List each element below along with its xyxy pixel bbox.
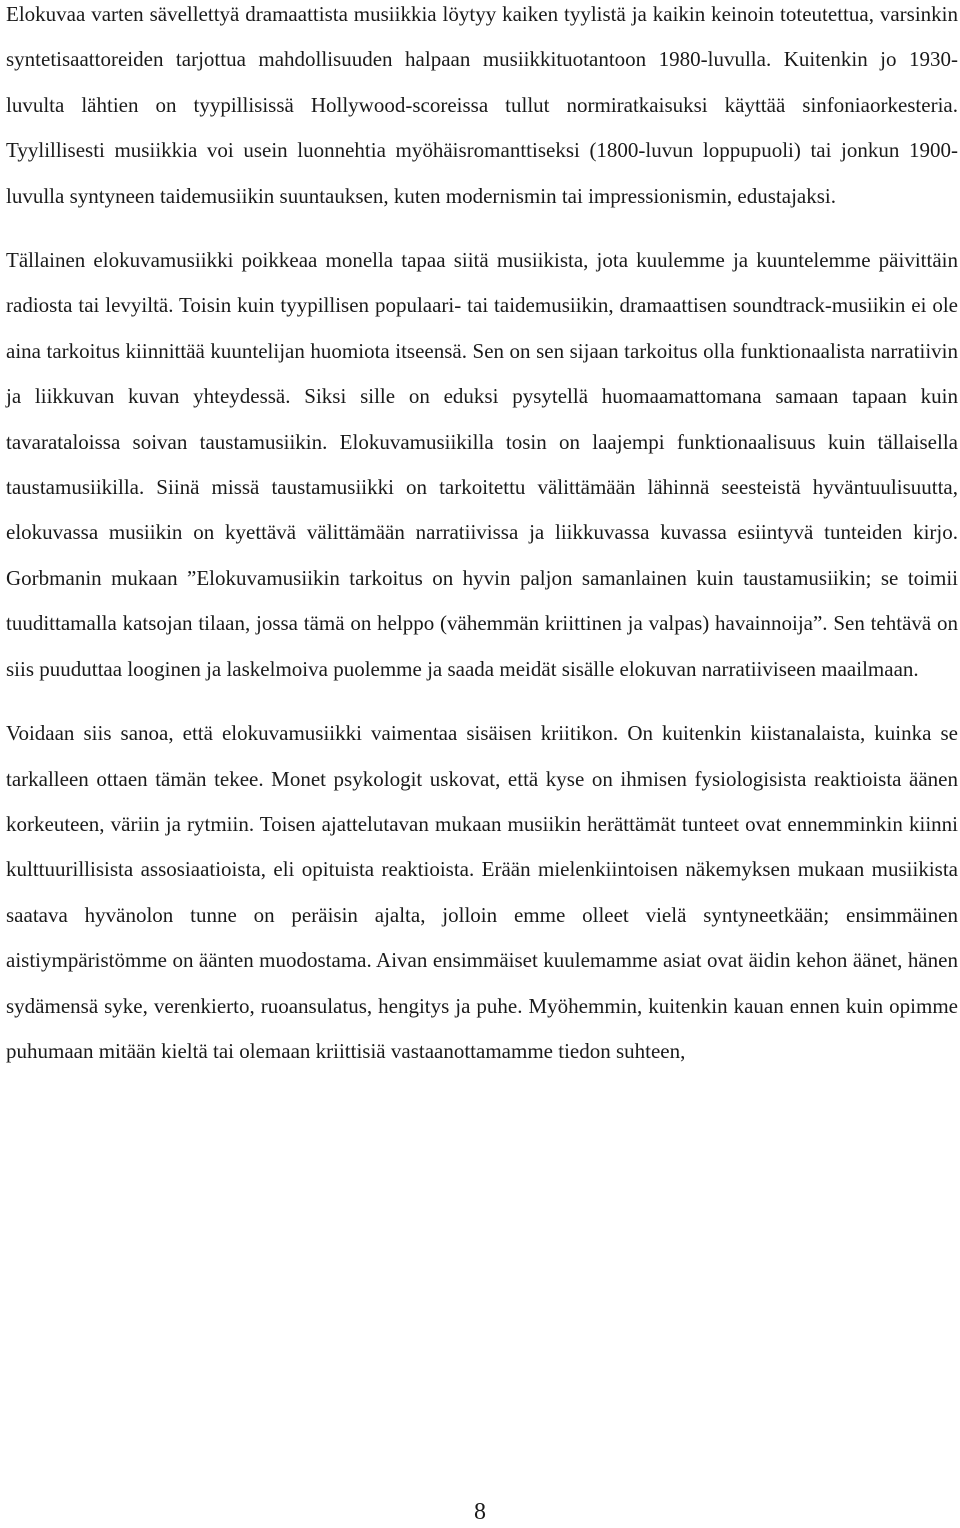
paragraph-3: Voidaan siis sanoa, että elokuvamusiikki vaimentaa sisäisen kriitikon. On kuitenkin kiistanalaista, kuinka se tarkalleen ottaen tämän tekee. Monet psykologit uskovat, että kyse on ihmisen fysiologisista reaktioista äänen korkeuteen, väriin ja rytmiin. Toisen ajattelutavan mukaan musiikin herättämät tunteet ovat ennemminkin kiinni kulttuurillisista assosiaatioista, eli opituista reaktioista. Erään mielenkiintoisen näkemyksen mukaan musiikista saatava hyvänolon tunne on peräisin ajalta, jolloin emme olleet vielä syntyneetkään; ensimmäinen aistiympäristömme on äänten muodostama. Aivan ensimmäiset kuulemamme asiat ovat äidin kehon äänet, hänen sydämensä syke, verenkierto, ruoansulatus, hengitys ja puhe. Myöhemmin, kuitenkin kauan ennen kuin opimme puhumaan mitään kieltä tai olemaan kriittisiä vastaanottamamme tiedon suhteen, [6,721,958,1063]
paragraph-2: Tällainen elokuvamusiikki poikkeaa monella tapaa siitä musiikista, jota kuulemme ja kuuntelemme päivittäin radiosta tai levyiltä. Toisin kuin tyypillisen populaari- tai taidemusiikin, dramaattisen soundtrack-musiikin ei ole aina tarkoitus kiinnittää kuuntelijan huomiota itseensä. Sen on sen sijaan tarkoitus olla funktionaalista narratiivin ja liikkuvan kuvan yhteydessä. Siksi sille on eduksi pysytellä huomaamattomana samaan tapaan kuin tavarataloissa soivan taustamusiikin. Elokuvamusiikilla tosin on laajempi funktionaalisuus kuin tällaisella taustamusiikilla. Siinä missä taustamusiikki on tarkoitettu välittämään lähinnä seesteistä hyväntuulisuutta, elokuvassa musiikin on kyettävä välittämään narratiivissa ja liikkuvassa kuvassa esiintyvä tunteiden kirjo. Gorbmanin mukaan ”Elokuvamusiikin tarkoitus on hyvin paljon samanlainen kuin taustamusiikin; se toimii tuudittamalla katsojan tilaan, jossa tämä on helppo (vähemmän kriittinen ja valpas) havainnoija”. Sen tehtävä on siis puuduttaa looginen ja laskelmoiva puolemme ja saada meidät sisälle elokuvan narratiiviseen maailmaan. [6,248,958,681]
paragraph-1: Elokuvaa varten sävellettyä dramaattista musiikkia löytyy kaiken tyylistä ja kaikin keinoin toteutettua, varsinkin syntetisaattoreiden tarjottua mahdollisuuden halpaan musiikkituotantoon 1980-luvulla. Kuitenkin jo 1930-luvulta lähtien on tyypillisissä Hollywood-scoreissa tullut normiratkaisuksi käyttää sinfoniaorkesteria. Tyylillisesti musiikkia voi usein luonnehtia myöhäisromanttiseksi (1800-luvun loppupuoli) tai jonkun 1900-luvulla syntyneen taidemusiikin suuntauksen, kuten modernismin tai impressionismin, edustajaksi. [6,2,958,208]
page-number: 8 [474,1499,486,1525]
document-page [6,0,958,1528]
